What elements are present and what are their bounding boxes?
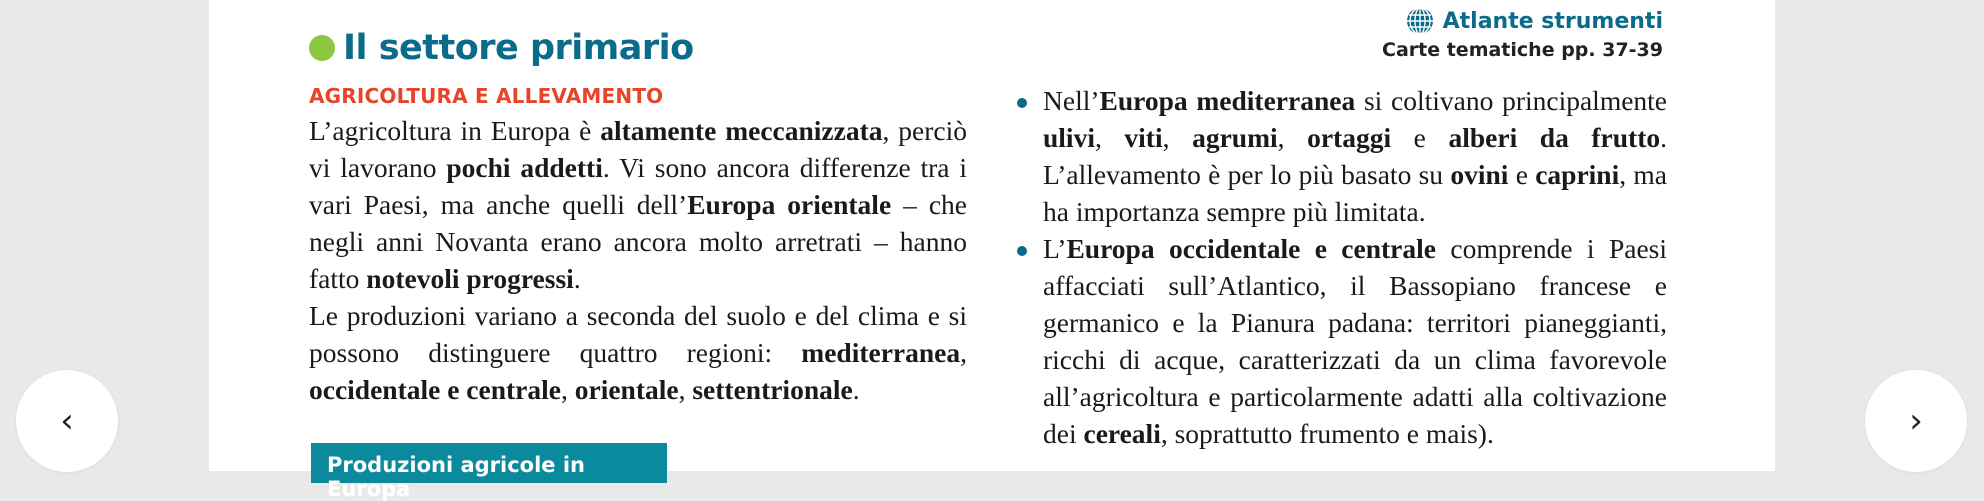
chevron-right-icon: › [1909, 401, 1923, 441]
atlas-label: Atlante strumenti [1442, 8, 1663, 34]
right-column [1019, 82, 1667, 452]
atlas-subtitle: Carte tematiche pp. 37-39 [1382, 39, 1663, 61]
paragraph-1: L’agricoltura in Europa è altamente meccanizzata, perciò vi lavorano pochi addetti. Vi sono ancora differenze tra i vari Paesi, ma anche quelli dell’Europa orientale – che negli anni Novanta erano ancora molto arretrati – hanno fatto notevoli progressi. [309, 115, 968, 294]
list-item: L’Europa occidentale e centrale comprende i Paesi affacciati sull’Atlantico, il Bassopiano francese e germanico e la Pianura padana: territori pianeggianti, ricchi di acque, caratterizzati da un clima favorevole all’agricoltura e particolarmente adatti alla coltivazione dei cereali, soprattutto frumento e mais). [1019, 230, 1667, 452]
next-page-button[interactable] [1865, 370, 1967, 472]
left-column [309, 84, 967, 408]
atlas-reference[interactable] [1382, 6, 1663, 61]
list-item: Nell’Europa mediterranea si coltivano principalmente ulivi, viti, agrumi, ortaggi e alberi da frutto. L’allevamento è per lo più basato su ovini e caprini, ma ha importanza sempre più limitata. [1019, 82, 1667, 230]
chevron-left-icon: ‹ [60, 401, 74, 441]
prev-page-button[interactable] [16, 370, 118, 472]
paragraph-2: Le produzioni variano a seconda del suolo e del clima e si possono distinguere quattro regioni: mediterranea, occidentale e centrale, orientale, settentrionale. [309, 300, 967, 405]
section-heading: AGRICOLTURA E ALLEVAMENTO [309, 84, 664, 108]
textbook-page [209, 0, 1775, 501]
map-section-tab[interactable]: Produzioni agricole in Europa [311, 443, 667, 483]
globe-icon [1405, 6, 1435, 36]
page-title: Il settore primario [343, 28, 694, 68]
page-header [309, 28, 694, 68]
green-dot-icon [309, 35, 335, 61]
region-list [1019, 82, 1667, 452]
